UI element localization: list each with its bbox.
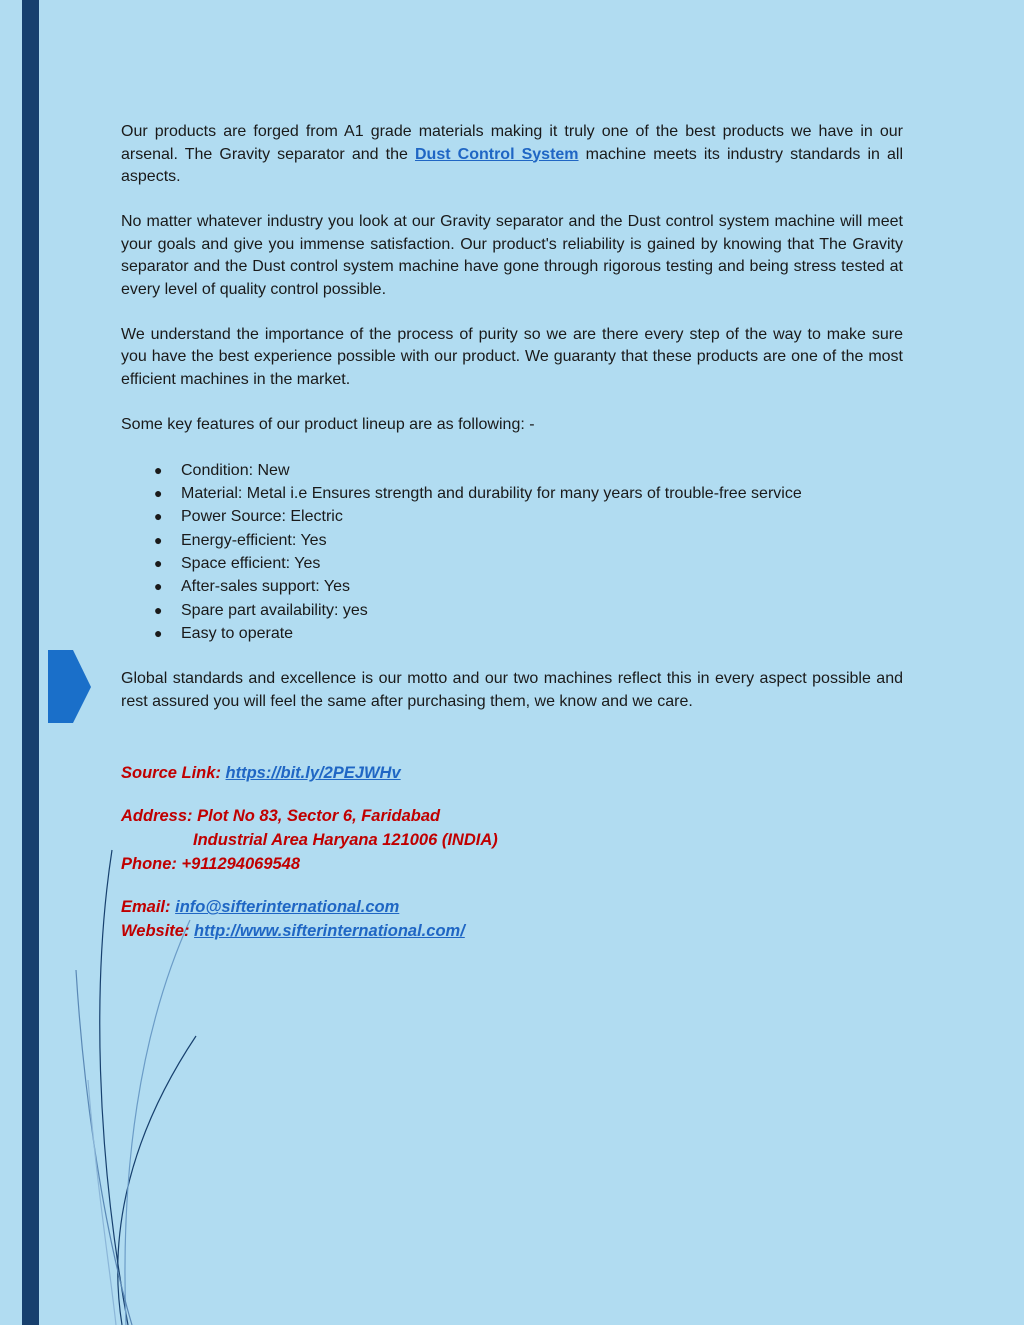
arrow-marker-icon <box>48 650 91 723</box>
phone-number: Phone: +911294069548 <box>121 855 301 874</box>
list-item: ● Material: Metal i.e Ensures strength and durability for many years of trouble-free service <box>121 482 903 505</box>
email-link[interactable]: info@sifterinternational.com <box>175 898 400 917</box>
email-row: Email: info@sifterinternational.com <box>121 898 400 917</box>
bullet-icon: ● <box>154 461 163 478</box>
list-item: ● Power Source: Electric <box>121 505 903 528</box>
list-item: ● Spare part availability: yes <box>121 599 903 622</box>
address-line-2: Industrial Area Haryana 121006 (INDIA) <box>193 831 498 850</box>
list-item: ● Space efficient: Yes <box>121 552 903 575</box>
paragraph-closing: Global standards and excellence is our motto and our two machines reflect this in every aspect possible and rest assured you will feel the same after purchasing them, we know and we care. <box>121 670 903 710</box>
dust-control-system-link[interactable]: Dust Control System <box>414 145 579 163</box>
list-item: ● After-sales support: Yes <box>121 575 903 598</box>
paragraph-industry: No matter whatever industry you look at our Gravity separator and the Dust control system machine will meet your goals and give you immense satisfaction. Our product's reliability is gained by knowing that The Gravity separator and the Dust control system machine have gone through rigorous testing and being stress tested at every level of quality control possible. <box>121 213 903 298</box>
bullet-icon: ● <box>154 555 163 572</box>
feature-list <box>121 459 903 646</box>
source-link-row: Source Link: https://bit.ly/2PEJWHv <box>121 764 401 783</box>
website-row: Website: http://www.sifterinternational.com/ <box>121 922 465 941</box>
bullet-icon: ● <box>154 601 163 618</box>
list-item: ● Energy-efficient: Yes <box>121 529 903 552</box>
contact-block <box>121 761 903 943</box>
bullet-icon: ● <box>154 484 163 501</box>
address-line-1: Address: Plot No 83, Sector 6, Faridabad <box>121 807 441 826</box>
paragraph-features-intro: Some key features of our product lineup are as following: - <box>121 415 535 433</box>
website-link[interactable]: http://www.sifterinternational.com/ <box>194 922 465 941</box>
list-item: ● Easy to operate <box>121 622 903 645</box>
bullet-icon: ● <box>154 625 163 642</box>
paragraph-intro: Our products are forged from A1 grade materials making it truly one of the best products we have in our arsenal. The Gravity separator and the Dust Control System machine meets its industry standards in all aspects. <box>121 123 903 185</box>
source-link[interactable]: https://bit.ly/2PEJWHv <box>225 764 401 783</box>
bullet-icon: ● <box>154 508 163 525</box>
bullet-icon: ● <box>154 578 163 595</box>
document-body <box>121 121 903 943</box>
paragraph-purity: We understand the importance of the process of purity so we are there every step of the way to make sure you have the best experience possible with our product. We guaranty that these products are one of the most efficient machines in the market. <box>121 325 903 388</box>
bullet-icon: ● <box>154 531 163 548</box>
list-item: ● Condition: New <box>121 459 903 482</box>
